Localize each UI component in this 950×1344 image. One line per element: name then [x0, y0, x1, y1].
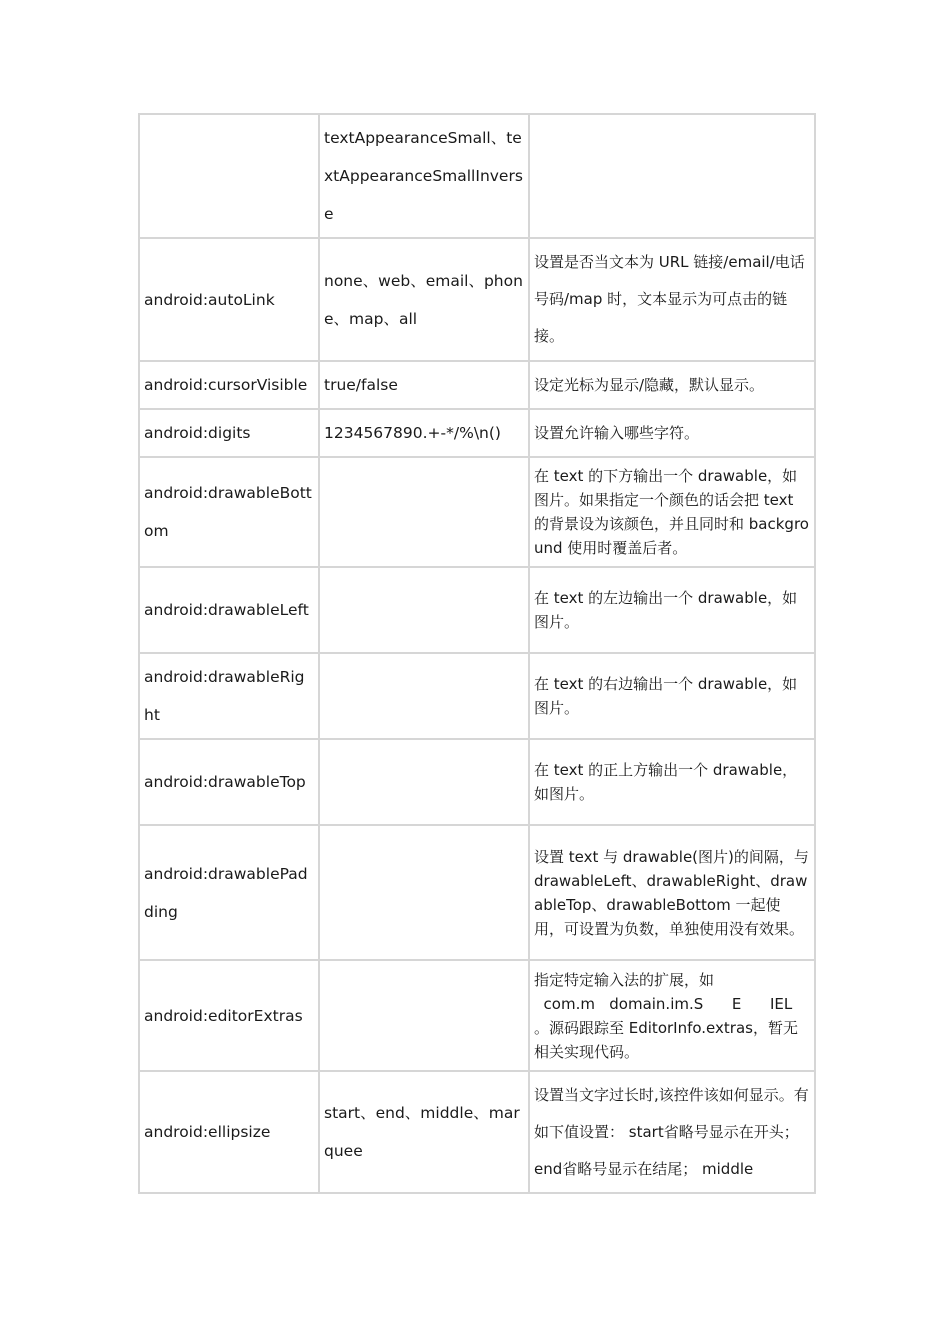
attr-name-cell: android:cursorVisible: [139, 361, 319, 409]
attr-name-cell: android:drawableLeft: [139, 567, 319, 653]
table-row: [139, 567, 815, 653]
attr-values-cell: [319, 457, 529, 567]
attr-desc-cell: 在 text 的正上方输出一个 drawable，如图片。: [529, 739, 815, 825]
table-row: [139, 457, 815, 567]
attr-name-cell: [139, 114, 319, 238]
attr-name-cell: android:ellipsize: [139, 1071, 319, 1193]
attr-desc-cell: 设置是否当文本为 URL 链接/email/电话号码/map 时，文本显示为可点击的链接。: [529, 238, 815, 361]
attr-values-cell: [319, 567, 529, 653]
attr-values-cell: true/false: [319, 361, 529, 409]
table-row: [139, 653, 815, 739]
attr-desc-cell: 设置允许输入哪些字符。: [529, 409, 815, 457]
attr-name-cell: android:drawableBottom: [139, 457, 319, 567]
attr-desc-cell: 在 text 的左边输出一个 drawable，如图片。: [529, 567, 815, 653]
attr-desc-cell: 在 text 的下方输出一个 drawable，如图片。如果指定一个颜色的话会把 text 的背景设为该颜色，并且同时和 background 使用时覆盖后者。: [529, 457, 815, 567]
desc-extras: com.m domain.im.S E IEL: [534, 994, 793, 1013]
attr-values-cell: [319, 825, 529, 960]
attr-name-cell: android:editorExtras: [139, 960, 319, 1071]
attr-name-cell: android:autoLink: [139, 238, 319, 361]
desc-suffix: 。源码跟踪至 EditorInfo.extras，暂无相关实现代码。: [534, 1018, 798, 1061]
attr-desc-cell: [529, 114, 815, 238]
attr-name-cell: android:drawableRight: [139, 653, 319, 739]
attr-values-cell: textAppearanceSmall、textAppearanceSmallInverse: [319, 114, 529, 238]
attr-desc-cell: 设定光标为显示/隐藏，默认显示。: [529, 361, 815, 409]
attr-values-cell: 1234567890.+-*/%\n(): [319, 409, 529, 457]
table-row: [139, 739, 815, 825]
attr-values-cell: start、end、middle、marquee: [319, 1071, 529, 1193]
attr-values-cell: [319, 960, 529, 1071]
attribute-table: [138, 113, 816, 1194]
table-row: [139, 114, 815, 238]
attr-values-cell: [319, 739, 529, 825]
attr-values-cell: [319, 653, 529, 739]
table-row: [139, 409, 815, 457]
attr-name-cell: android:digits: [139, 409, 319, 457]
attr-desc-cell: 在 text 的右边输出一个 drawable，如图片。: [529, 653, 815, 739]
table-row: [139, 960, 815, 1071]
attr-desc-cell: 设置当文字过长时,该控件该如何显示。有如下值设置： start省略号显示在开头； end省略号显示在结尾； middle: [529, 1071, 815, 1193]
desc-prefix: 指定特定输入法的扩展，如: [534, 970, 715, 989]
attr-desc-cell: 设置 text 与 drawable(图片)的间隔，与 drawableLeft、drawableRight、drawableTop、drawableBottom 一起使用，可设置为负数，单独使用没有效果。: [529, 825, 815, 960]
attr-name-cell: android:drawablePadding: [139, 825, 319, 960]
table-row: [139, 1071, 815, 1193]
attr-values-cell: none、web、email、phone、map、all: [319, 238, 529, 361]
table-row: [139, 238, 815, 361]
attr-name-cell: android:drawableTop: [139, 739, 319, 825]
table-row: [139, 361, 815, 409]
table-row: [139, 825, 815, 960]
attr-desc-cell: [529, 960, 815, 1071]
